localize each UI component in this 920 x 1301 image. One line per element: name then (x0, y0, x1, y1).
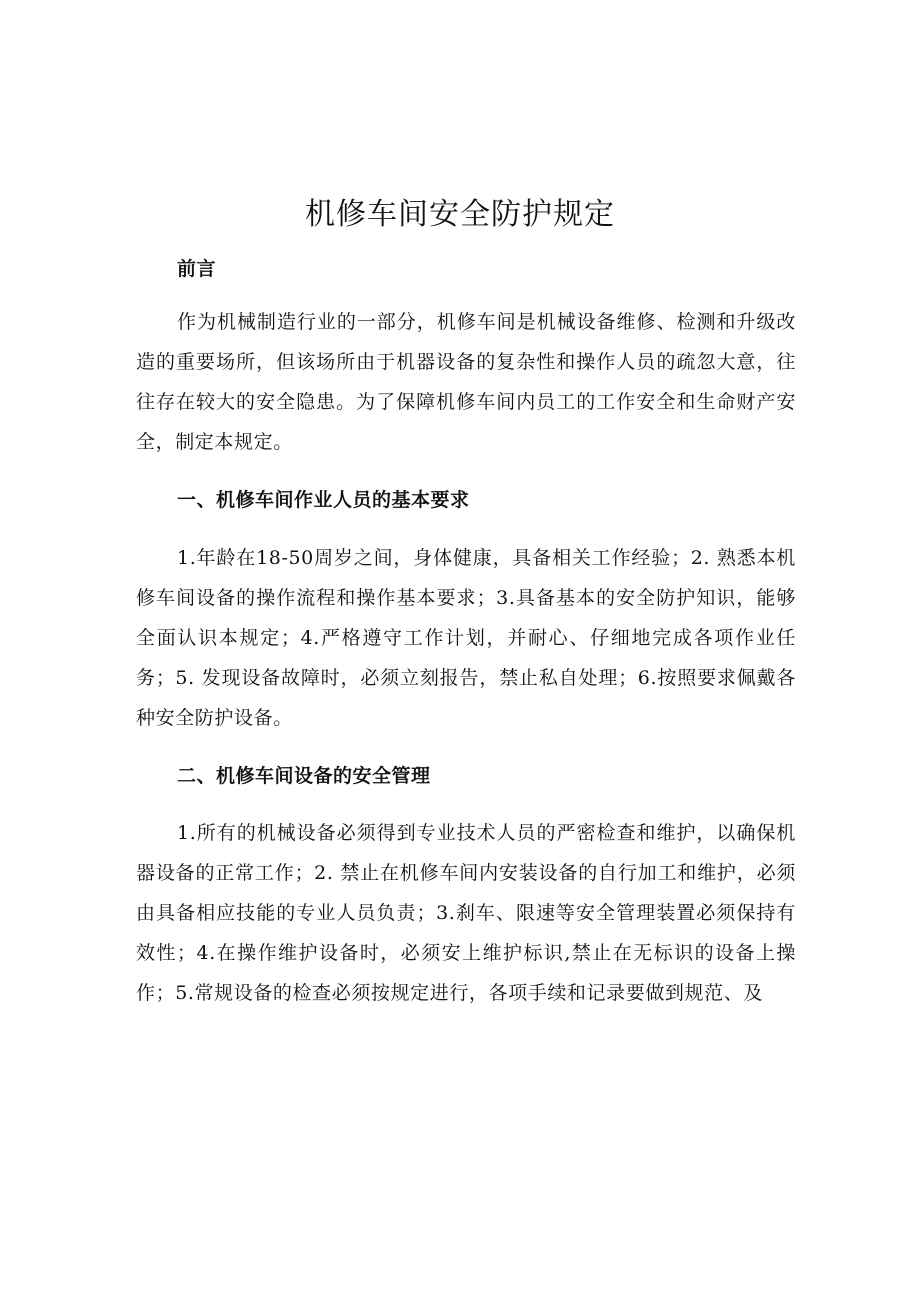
document-title: 机修车间安全防护规定 (305, 197, 615, 232)
section-1-heading: 一、机修车间作业人员的基本要求 (177, 489, 470, 511)
section-2-paragraph: 1.所有的机械设备必须得到专业技术人员的严密检查和维护，以确保机器设备的正常工作；2. 禁止在机修车间内安装设备的自行加工和维护，必须由具备相应技能的专业人员负责；3.刹车、限速等安全管理装置必须保持有效性；4.在操作维护设备时，必须安上维护标识,禁止在无标识的设备上操作；5.常规设备的检查必须按规定进行，各项手续和记录要做到规范、及 (136, 822, 796, 1004)
section-1-paragraph: 1.年龄在18-50周岁之间，身体健康，具备相关工作经验；2. 熟悉本机修车间设备的操作流程和操作基本要求；3.具备基本的安全防护知识，能够全面认识本规定；4.严格遵守工作计划，并耐心、仔细地完成各项作业任务；5. 发现设备故障时，必须立刻报告，禁止私自处理；6.按照要求佩戴各种安全防护设备。 (136, 547, 796, 729)
section-2-heading: 二、机修车间设备的安全管理 (177, 765, 431, 787)
preface-heading: 前言 (177, 258, 217, 280)
preface-paragraph: 作为机械制造行业的一部分，机修车间是机械设备维修、检测和升级改造的重要场所，但该场所由于机器设备的复杂性和操作人员的疏忽大意，往往存在较大的安全隐患。为了保障机修车间内员工的工作安全和生命财产安全，制定本规定。 (136, 311, 796, 453)
